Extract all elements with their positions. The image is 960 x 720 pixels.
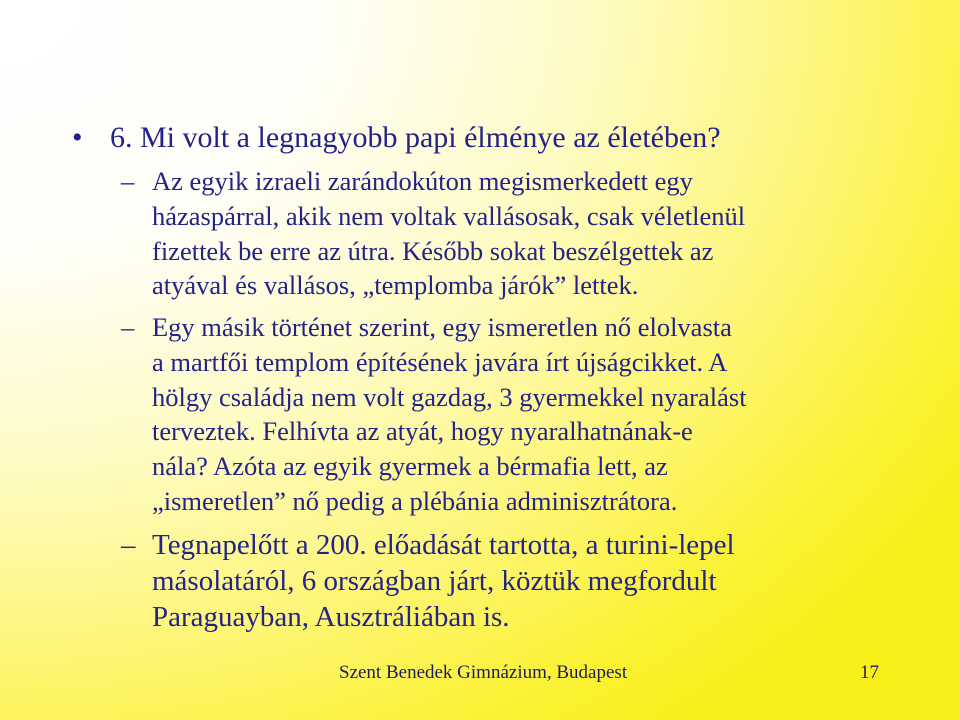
footer-page-number: 17 [860,662,879,683]
sub-item [108,164,898,303]
sub-item-text: Egy másik történet szerint, egy ismeretlen nő elolvasta a martfői templom építésének javára írt újságcikket. A hölgy családja nem volt gazdag, 3 gyermekkel nyaralást terveztek. Felhívta az atyát, hogy nyaralhatnának-e nála? Azóta az egyik gyermek a bérmafia lett, az „ismeretlen” nő pedig a plébánia adminisztrátora. [152,312,747,516]
dash-icon: – [121,166,135,196]
footer-school-name: Szent Benedek Gimnázium, Budapest [339,662,628,683]
sub-item [108,310,898,519]
dash-icon: – [121,312,135,342]
sub-item-text: Tegnapelőtt a 200. előadását tartotta, a turini-lepel másolatáról, 6 országban járt, köztük megfordult Paraguayban, Ausztráliában is. [152,529,735,633]
bullet-icon: • [72,121,83,154]
sub-item [108,527,898,635]
heading-question: 6. Mi volt a legnagyobb papi élménye az életében? [110,121,721,154]
dash-icon: – [121,529,136,561]
sub-item-text: Az egyik izraeli zarándokúton megismerkedett egy házaspárral, akik nem voltak vallásosak, csak véletlenül fizettek be erre az útra. Később sokat beszélgettek az atyával és vallásos, „templomba járók” lettek. [152,166,746,301]
